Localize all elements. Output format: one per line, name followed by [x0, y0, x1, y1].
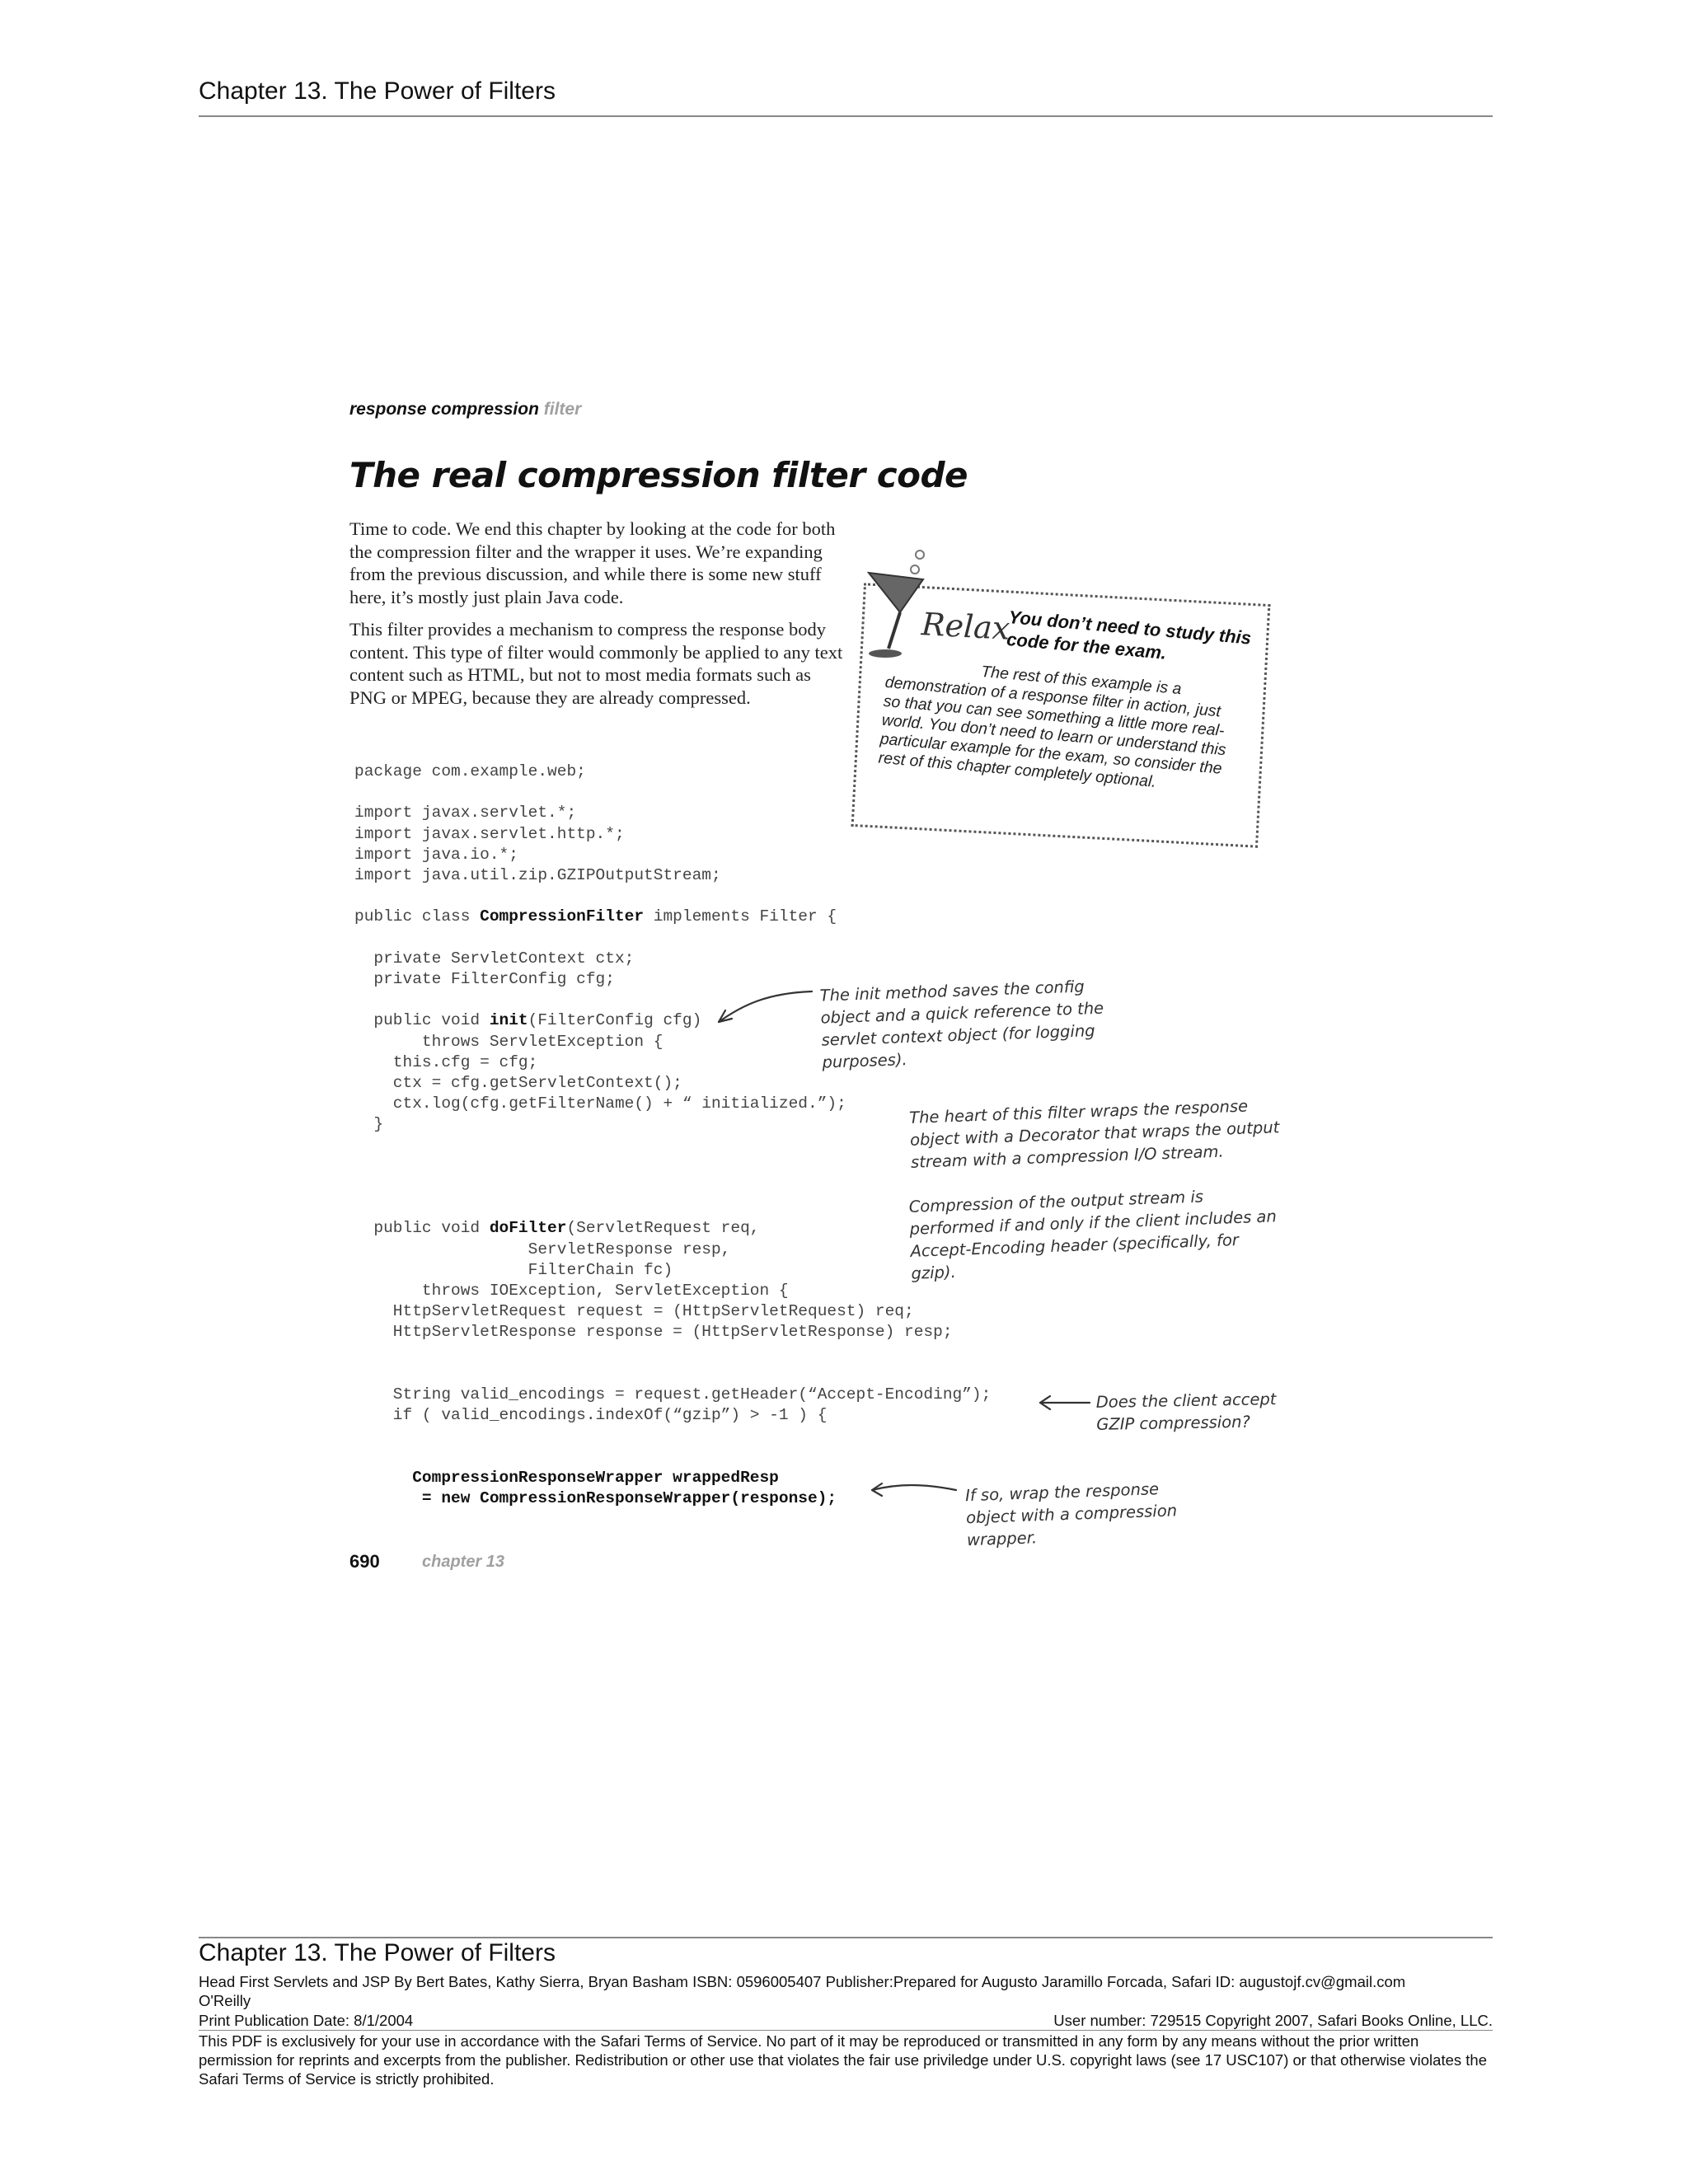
- code-init-body: ctx = cfg.getServletContext();: [354, 1074, 682, 1093]
- wrap-arrow: [872, 1485, 956, 1490]
- footer-print-date: Print Publication Date: 8/1/2004: [199, 2012, 414, 2029]
- code-encodings-line: String valid_encodings = request.getHeader(“Accept-Encoding”);: [354, 1385, 992, 1404]
- code-class-name: CompressionFilter: [480, 907, 645, 926]
- code-dofilter-throws: throws IOException, ServletException {: [354, 1282, 789, 1301]
- code-field: private FilterConfig cfg;: [354, 970, 615, 989]
- heart-annotation: The heart of this filter wraps the response object with a Decorator that wraps the output stream with a compression I/O stream.: [908, 1096, 1280, 1172]
- code-if-line: if ( valid_encodings.indexOf(“gzip”) > -1 ) {: [354, 1406, 828, 1425]
- init-annotation: The init method saves the config object and a quick reference to the servlet context object (for logging purposes).: [819, 977, 1104, 1072]
- relax-heading: You don’t need to study this code for the exam.: [1006, 607, 1253, 663]
- code-dofilter-param: ServletResponse resp,: [354, 1240, 731, 1258]
- code-dofilter-name: doFilter: [489, 1219, 567, 1238]
- code-init-name: init: [489, 1011, 528, 1030]
- intro-paragraph: Time to code. We end this chapter by looking at the code for both the compression filter and the wrapper it uses. We’re expanding from the previous discussion, and while there is some new stuff here, it’s mostly just plain Java code.: [349, 518, 836, 607]
- footer-publisher: O'Reilly: [199, 1992, 251, 2009]
- code-init-body: this.cfg = cfg;: [354, 1052, 538, 1071]
- footer-chapter-title: Chapter 13. The Power of Filters: [199, 1939, 556, 1966]
- footer-user-info: User number: 729515 Copyright 2007, Safari Books Online, LLC.: [1053, 2012, 1493, 2029]
- footer-top-rule: [199, 1937, 1493, 1938]
- code-init-throws: throws ServletException {: [354, 1032, 663, 1051]
- code-init-body: ctx.log(cfg.getFilterName() + “ initialized.”);: [354, 1094, 846, 1113]
- page-title: The real compression filter code: [349, 455, 968, 495]
- chapter-label: chapter 13: [422, 1553, 505, 1571]
- footer-mid-rule: [199, 2030, 1493, 2031]
- relax-body: The rest of this example is a demonstration of a response filter in action, just so that you can see something a little more real-world. You don’t need to learn or understand this particular example for the exam, so consider the rest of this chapter completely optional.: [877, 662, 1227, 791]
- code-wrapper-line: = new CompressionResponseWrapper(response);: [354, 1489, 837, 1508]
- page-number: 690: [349, 1551, 380, 1572]
- code-init-params: (FilterConfig cfg): [528, 1011, 702, 1030]
- description-paragraph: This filter provides a mechanism to compress the response body content. This type of filter would commonly be applied to any text content such as HTML, but not to most media formats such as PNG or MPEG, because they are already compressed.: [349, 619, 843, 708]
- accept-annotation: Does the client accept GZIP compression?: [1095, 1390, 1277, 1434]
- code-import: import java.io.*;: [354, 845, 518, 864]
- init-arrow: [719, 991, 812, 1022]
- running-header: Chapter 13. The Power of Filters: [199, 77, 556, 105]
- code-dofilter-params: (ServletRequest req,: [566, 1219, 760, 1238]
- compression-annotation: Compression of the output stream is performed if and only if the client includes an Accept-Encoding header (specifically, for gzip).: [908, 1187, 1278, 1283]
- code-import: import javax.servlet.http.*;: [354, 824, 625, 843]
- code-package: package com.example.web;: [354, 762, 586, 780]
- wrap-annotation: If so, wrap the response object with a compression wrapper.: [964, 1479, 1178, 1550]
- code-import: import javax.servlet.*;: [354, 804, 577, 823]
- init-arrowhead: [719, 1010, 732, 1022]
- code-dofilter-prefix: public void: [354, 1219, 490, 1238]
- footer-book-info: Head First Servlets and JSP By Bert Bates, Kathy Sierra, Bryan Basham ISBN: 0596005407 Publisher:Prepared for Augusto Jaramillo Forcada, Safari ID: augustojf.cv@gmail.com: [199, 1973, 1406, 1990]
- section-label-light: filter: [543, 400, 582, 419]
- code-response-cast: HttpServletResponse response = (HttpServletResponse) resp;: [354, 1323, 953, 1342]
- code-import: import java.util.zip.GZIPOutputStream;: [354, 866, 721, 885]
- code-class-prefix: public class: [354, 907, 481, 926]
- code-init-close: }: [354, 1115, 384, 1134]
- section-label-bold: response compression: [349, 400, 539, 419]
- code-class-suffix: implements Filter {: [644, 907, 837, 926]
- code-init-prefix: public void: [354, 1011, 490, 1030]
- code-field: private ServletContext ctx;: [354, 949, 635, 968]
- relax-logo-text: Relax: [920, 606, 1011, 647]
- footer-legal-notice: This PDF is exclusively for your use in accordance with the Safari Terms of Service. No part of it may be reproduced or transmitted in any form by any means without the prior written permission for reprints and excerpts from the publisher. Redistribution or other use that violates the fair use priviledge under U.S. copyright laws (see 17 USC107) or that otherwise violates the Safari Terms of Service is strictly prohibited.: [199, 2032, 1487, 2088]
- code-wrapper-line: CompressionResponseWrapper wrappedResp: [354, 1468, 779, 1487]
- code-request-cast: HttpServletRequest request = (HttpServletRequest) req;: [354, 1302, 914, 1321]
- code-dofilter-param: FilterChain fc): [354, 1260, 673, 1279]
